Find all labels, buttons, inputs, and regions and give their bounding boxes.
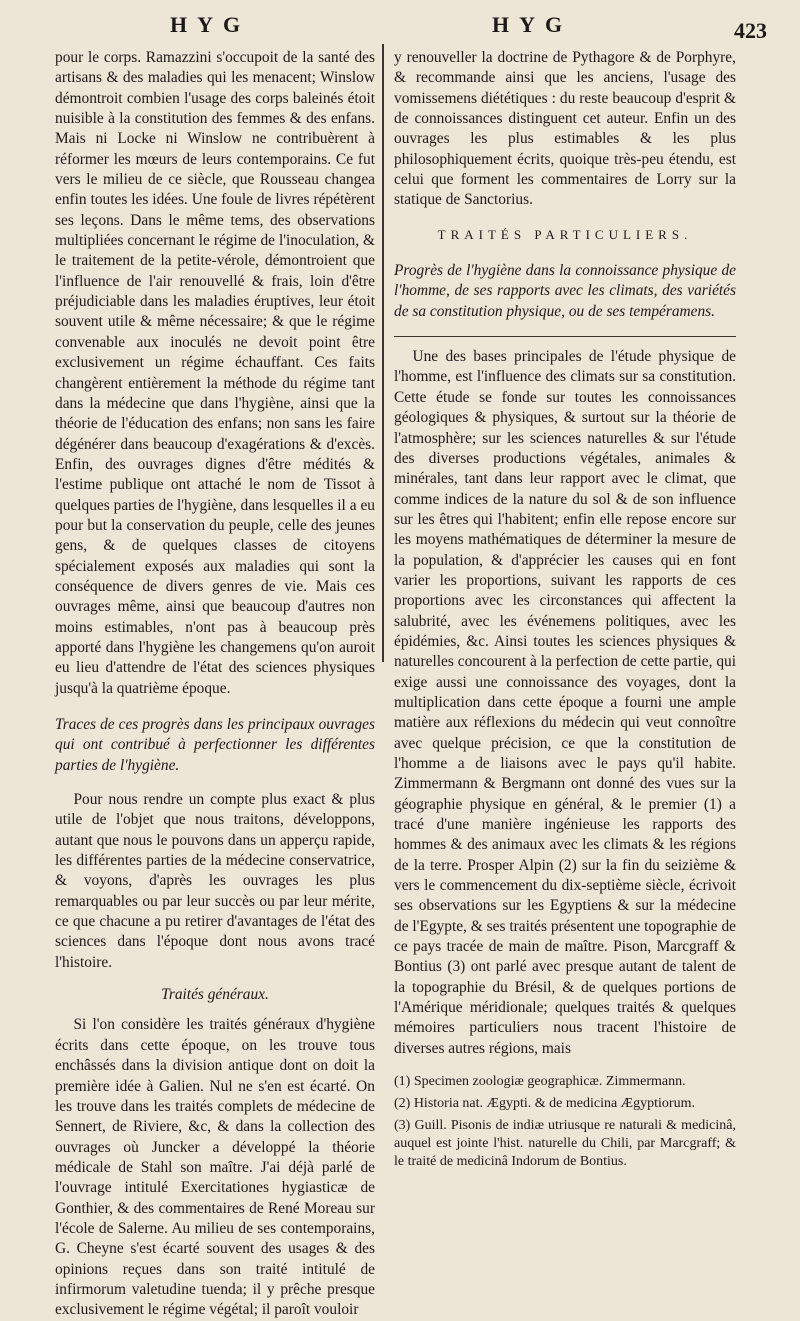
section-heading: Traces de ces progrès dans les principaux ouvrages qui ont contribué à perfectionner les différentes parties de l'hygiène. [55, 716, 375, 774]
footnote: (3) Guill. Pisonis de indiæ utriusque re naturali & medicinâ, auquel est jointe l'hist. naturelle du Chili, par Marcgraff; & le traité de medicinâ Indorum de Bontius. [394, 1118, 736, 1170]
separator-rule [394, 336, 736, 337]
paragraph: y renouveller la doctrine de Pythagore & de Porphyre, & recommande ainsi que les anciens, l'usage des vomissemens diététiques : du reste beaucoup d'esprit & de connoissances distinguent cet auteur. Enfin un des ouvrages les plus estimables & les plus philosophiquement écrits, quoique très-peu étendu, est celui que forment les commentaires de Lorry sur la statique de Sanctorius. [394, 49, 736, 209]
paragraph: Pour nous rendre un compte plus exact & plus utile de l'objet que nous traitons, développons, autant que nous le pouvons dans un apperçu rapide, les différentes parties de la médecine conservatrice, & voyons, d'après les ouvrages les plus remarquables ou par leur succès ou par leur mérite, ce que chacune a pu retirer d'avantages de l'état des sciences dans l'époque dont nous avons tracé l'histoire. [55, 791, 375, 971]
running-head-left: HYG [170, 12, 251, 37]
right-column [394, 48, 736, 1175]
footnotes [394, 1073, 736, 1171]
paragraph: pour le corps. Ramazzini s'occupoit de la santé des artisans & des maladies qui les menacent; Winslow démontroit combien l'usage des corps baleinés étoit nuisible à la constitution des femmes & des enfans. Mais ni Locke ni Winslow ne contribuèrent à réformer les mœurs de leurs contemporains. Ce fut vers le milieu de ce siècle, que Rousseau changea enfin toutes les idées. Une foule de livres répétèrent ses leçons. Dans le même tems, des observations multipliées concernant le régime de l'inoculation, & le traitement de la petite-vérole, démontroient que l'influence de l'air renouvellé & frais, loin d'être préjudiciable dans les maladies éruptives, leur étoit souvent utile & même nécessaire; & que le régime convenable aux inoculés ne devoit point être exclusivement un régime échauffant. Ces faits changèrent entièrement la méthode du régime tant dans la médecine que dans l'hygiène, ainsi que la théorie de l'éducation des enfans; non sans les faire dégénérer dans beaucoup d'exagérations & d'excès. Enfin, des ouvrages dignes d'être médités & l'estime publique ont attaché le nom de Tissot à quelques parties de l'hygiène, dans lesquelles il a eu pour but la conservation du peuple, celle des jeunes gens, & de quelques classes de citoyens spécialement exposés aux maladies qui sont la conséquence de divers genres de vie. Mais ces ouvrages même, ainsi que beaucoup d'autres non moins estimables, n'ont pas à beaucoup près apporté dans l'hygiène les changemens qu'on auroit eu lieu d'attendre de l'état des sciences physiques jusqu'à la quatrième époque. [55, 49, 375, 697]
left-column [55, 48, 375, 1321]
page-number: 423 [734, 18, 767, 43]
section-heading: TRAITÉS PARTICULIERS. [437, 226, 693, 242]
footnote: (2) Historia nat. Ægypti. & de medicina Ægyptiorum. [394, 1096, 695, 1112]
paragraph: Si l'on considère les traités généraux d'hygiène écrits dans cette époque, on les trouve tous enchâssés dans la division antique dont on doit la première idée à Galien. Nul ne s'en est écarté. On les trouve dans les traités complets de médecine de Sennert, de Riviere, &c, & dans la collection des ouvrages où Juncker a développé la théorie médicale de Stahl son maître. J'ai déjà parlé de l'ouvrage intitulé Exercitationes hygiasticæ de Gonthier, & des commentaires de René Moreau sur l'école de Salerne. Au milieu de ses contemporains, G. Cheyne s'est écarté souvent des usages & des opinions reçues dans son traité intitulé de infirmorum valetudine tuenda; il y prêche presque exclusivement le régime végétal; il paroît vouloir [55, 1016, 375, 1319]
running-head-right: HYG [492, 12, 573, 37]
section-heading: Progrès de l'hygiène dans la connoissance physique de l'homme, de ses rapports avec les climats, des variétés de sa constitution physique, ou de ses tempéramens. [394, 262, 736, 320]
footnote: (1) Specimen zoologiæ geographicæ. Zimmermann. [394, 1074, 686, 1090]
paragraph: Une des bases principales de l'étude physique de l'homme, est l'influence des climats sur sa constitution. Cette étude se fonde sur toutes les connoissances géologiques & physiques, & surtout sur la théorie de l'atmosphère; sur les sciences naturelles & sur l'étude des diverses productions végétales, animales & minérales, tant dans leur rapport avec le climat, que comme indices de la nature du sol & de son influence sur les êtres qui l'habitent; enfin elle repose encore sur les moyens mathématiques de déterminer la mesure de la population, & d'apprécier les causes qui en font varier les proportions, suivant les rapports de ces proportions avec les circonstances qui affectent la salubrité, avec les événemens politiques, avec les épidémies, &c. Ainsi toutes les sciences physiques & naturelles concourent à la perfection de cette partie, qui exige aussi une connoissance des voyages, dont la multiplication dans cette époque a fourni une ample matière aux réflexions du médecin qui veut connoître avec quelque précision, ce que la constitution de l'homme a de liaisons avec le pays qu'il habite. Zimmermann & Bergmann ont donné des vues sur la géographie physique en général, & le premier (1) a tracé d'une manière ingénieuse les rapports des hommes & des animaux avec les climats & les régions de la terre. Prosper Alpin (2) sur la fin du seizième & vers le commencement du dix-septième siècle, écrivoit ses observations sur les Egyptiens & sur la médecine de l'Egypte, & ses traités présentent une topographie de ce pays tracée de main de maître. Pison, Marcgraff & Bontius (3) ont parlé avec presque autant de talent de la topographie du Brésil, & de quelques portions de l'Amérique méridionale; quelques traités & quelques mémoires particuliers nous tracent l'histoire de diverses autres régions, mais [394, 348, 736, 1057]
column-divider [382, 44, 384, 662]
section-heading: Traités généraux. [161, 986, 269, 1004]
